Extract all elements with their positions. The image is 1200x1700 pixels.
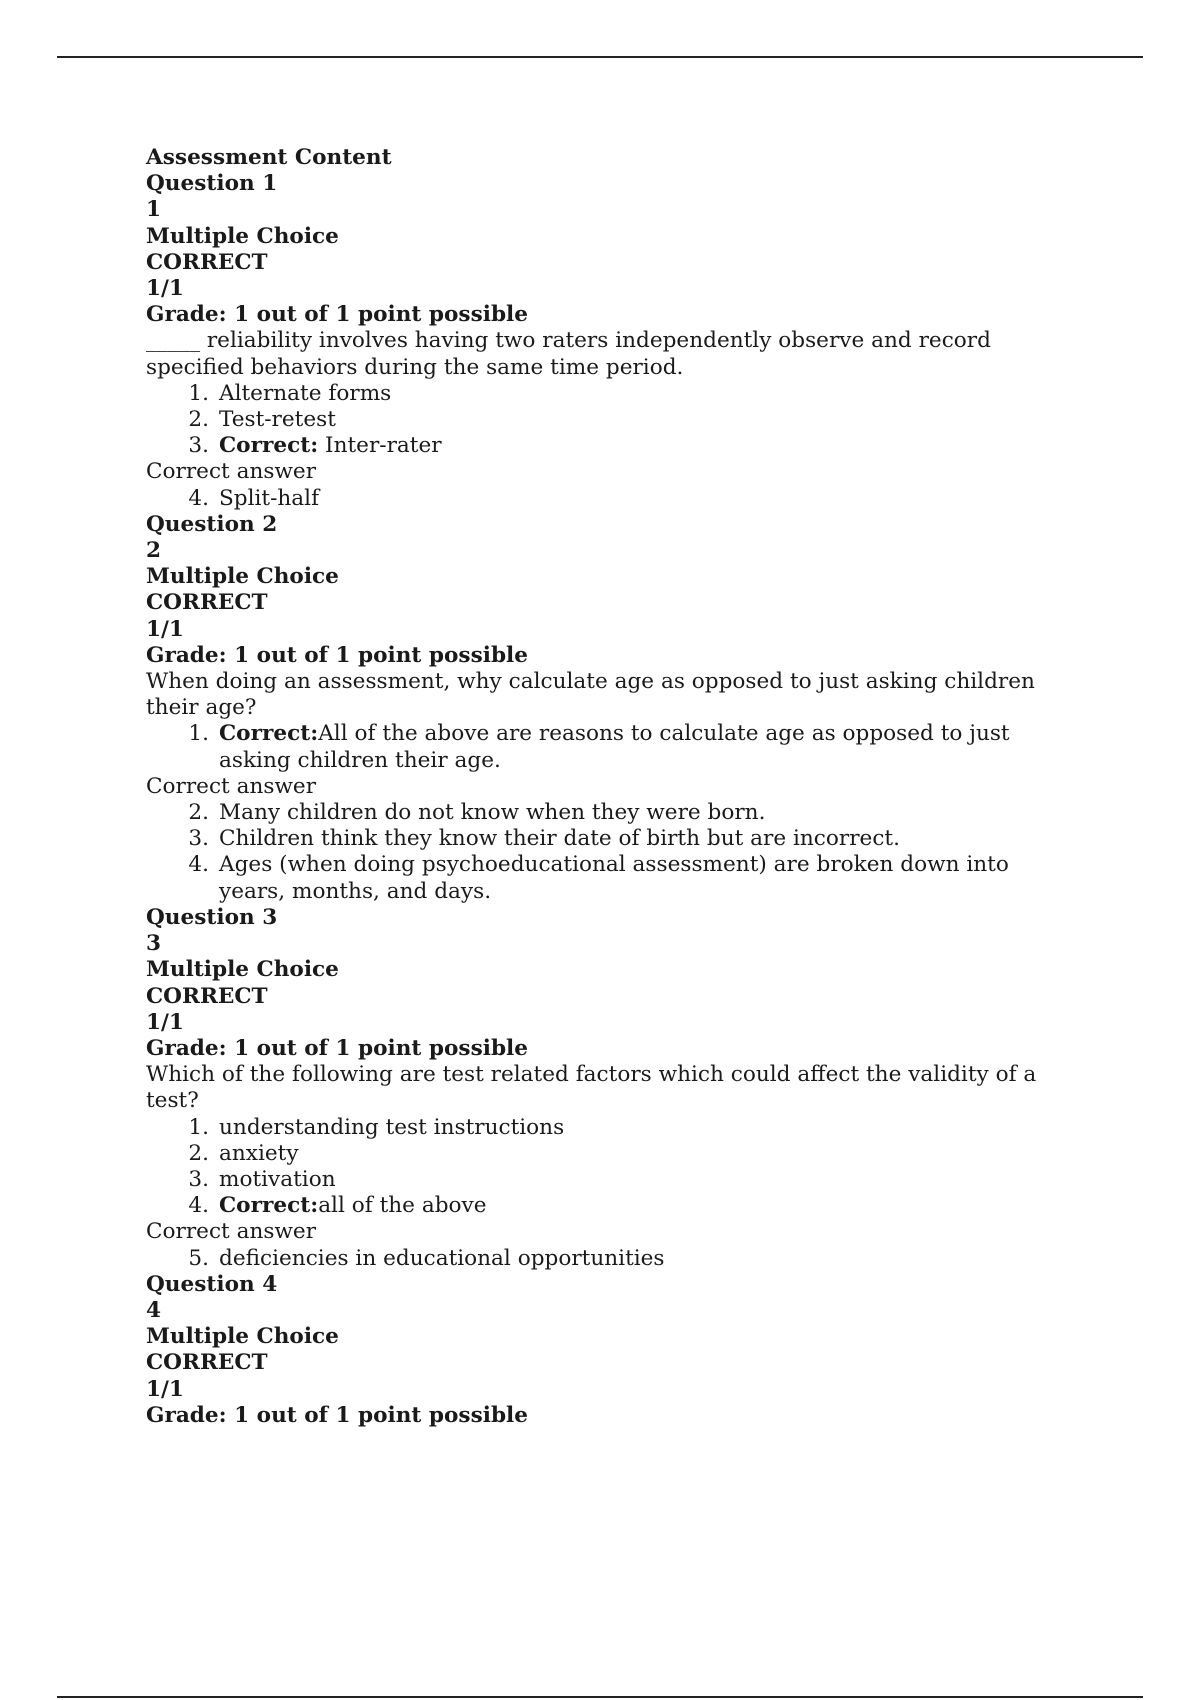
answer-option <box>188 826 1076 852</box>
question-score: 1/1 <box>146 616 184 642</box>
option-number: 2. <box>188 800 209 826</box>
question-title: Question 4 <box>146 1271 278 1297</box>
question-number: 4 <box>146 1297 162 1323</box>
answer-option <box>188 1166 1076 1193</box>
option-number: 4. <box>188 485 209 511</box>
answer-option <box>188 1245 1076 1272</box>
correct-answer-option <box>188 721 1076 773</box>
answer-options <box>146 381 1076 460</box>
correct-answer-option <box>188 433 1076 459</box>
option-number: 4. <box>188 1193 209 1219</box>
answer-options <box>146 800 1076 905</box>
correct-answer-option <box>188 1193 1076 1219</box>
assessment-content <box>146 145 1076 1429</box>
answer-option <box>188 1140 1076 1167</box>
option-text: motivation <box>219 1166 336 1192</box>
footer-rule <box>57 1696 1143 1698</box>
question-prompt: _____ reliability involves having two raters independently observe and record specified behaviors during the same time period. <box>146 328 991 380</box>
question-title: Question 1 <box>146 171 278 197</box>
option-number: 1. <box>188 1114 209 1140</box>
answer-option <box>188 485 1076 512</box>
question-block <box>146 905 1076 1272</box>
option-number: 2. <box>188 407 209 433</box>
correct-prefix: Correct: <box>219 433 319 459</box>
status-badge: CORRECT <box>146 1350 268 1376</box>
option-number: 3. <box>188 1166 209 1192</box>
question-prompt: Which of the following are test related factors which could affect the validity of a test? <box>146 1062 1037 1114</box>
question-number: 1 <box>146 197 162 223</box>
answer-options <box>146 721 1076 773</box>
question-number: 3 <box>146 931 162 957</box>
option-text: All of the above are reasons to calculate age as opposed to just asking children their age. <box>219 721 1010 773</box>
answer-options <box>146 1246 1076 1272</box>
option-text: Children think they know their date of birth but are incorrect. <box>219 826 900 852</box>
question-grade: Grade: 1 out of 1 point possible <box>146 1402 528 1428</box>
question-title: Question 3 <box>146 904 278 930</box>
question-score: 1/1 <box>146 276 184 302</box>
answer-options <box>146 1115 1076 1220</box>
status-badge: CORRECT <box>146 983 268 1009</box>
option-text: deficiencies in educational opportunities <box>219 1245 665 1271</box>
answer-option <box>188 380 1076 407</box>
answer-options <box>146 486 1076 512</box>
option-text: Test-retest <box>219 407 336 433</box>
status-badge: CORRECT <box>146 590 268 616</box>
question-grade: Grade: 1 out of 1 point possible <box>146 642 528 668</box>
question-block <box>146 171 1076 512</box>
question-grade: Grade: 1 out of 1 point possible <box>146 302 528 328</box>
answer-option <box>188 1114 1076 1141</box>
status-badge: CORRECT <box>146 249 268 275</box>
option-number: 3. <box>188 826 209 852</box>
correct-prefix: Correct: <box>219 721 319 747</box>
option-text: understanding test instructions <box>219 1114 565 1140</box>
option-text: Ages (when doing psychoeducational assessment) are broken down into years, months, and days. <box>219 852 1009 904</box>
correct-answer-label: Correct answer <box>146 459 317 485</box>
page-heading: Assessment Content <box>146 145 392 170</box>
question-score: 1/1 <box>146 1009 184 1035</box>
option-number: 1. <box>188 721 209 747</box>
option-text: Split-half <box>219 485 320 511</box>
correct-answer-label: Correct answer <box>146 1219 317 1245</box>
question-grade: Grade: 1 out of 1 point possible <box>146 1035 528 1061</box>
question-block <box>146 1272 1076 1429</box>
question-type: Multiple Choice <box>146 1324 339 1350</box>
question-type: Multiple Choice <box>146 564 339 590</box>
question-title: Question 2 <box>146 511 278 537</box>
option-number: 3. <box>188 433 209 459</box>
question-list <box>146 171 1076 1429</box>
question-number: 2 <box>146 538 162 564</box>
correct-prefix: Correct: <box>219 1193 319 1219</box>
option-number: 5. <box>188 1245 209 1271</box>
option-text: anxiety <box>219 1140 299 1166</box>
option-number: 2. <box>188 1140 209 1166</box>
option-text: all of the above <box>318 1193 487 1219</box>
option-number: 4. <box>188 852 209 878</box>
option-text: Inter-rater <box>318 433 442 459</box>
question-block <box>146 512 1076 905</box>
option-text: Alternate forms <box>219 380 392 406</box>
question-type: Multiple Choice <box>146 223 339 249</box>
answer-option <box>188 800 1076 826</box>
correct-answer-label: Correct answer <box>146 773 317 799</box>
question-prompt: When doing an assessment, why calculate age as opposed to just asking children their age? <box>146 669 1035 721</box>
option-number: 1. <box>188 380 209 406</box>
option-text: Many children do not know when they were born. <box>219 800 766 826</box>
question-type: Multiple Choice <box>146 957 339 983</box>
header-rule <box>57 56 1143 58</box>
answer-option <box>188 407 1076 433</box>
answer-option <box>188 852 1076 904</box>
question-score: 1/1 <box>146 1376 184 1402</box>
